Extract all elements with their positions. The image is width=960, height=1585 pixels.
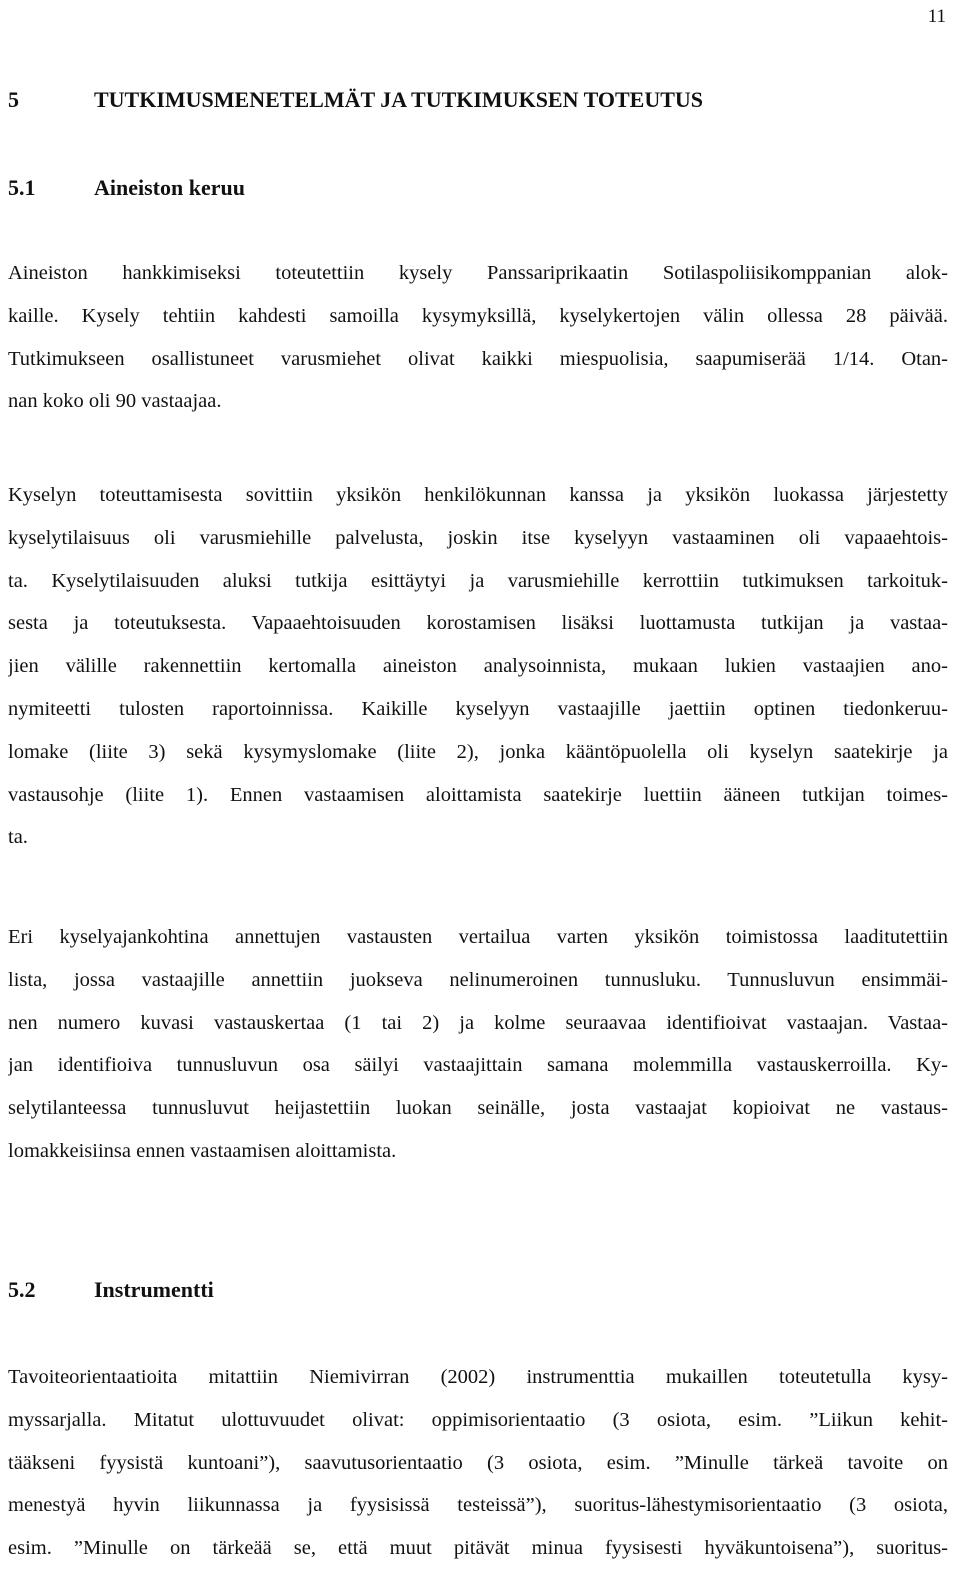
text-line: esim. ”Minulle on tärkeää se, että muut pitävät minua fyysisesti hyväkuntoisena”), suoritus-	[8, 1537, 948, 1560]
text-line: ta.	[8, 826, 28, 849]
text-line: nan koko oli 90 vastaajaa.	[8, 390, 222, 413]
section-title: Aineiston keruu	[94, 175, 245, 200]
text-line: Eri kyselyajankohtina annettujen vastausten vertailua varten yksikön toimistossa laaditutettiin	[8, 926, 948, 948]
text-line: nen numero kuvasi vastauskertaa (1 tai 2) ja kolme seuraavaa identifioivat vastaajan. Vastaa-	[8, 1011, 948, 1034]
chapter-heading	[8, 87, 703, 113]
text-line: lomakkeisiinsa ennen vastaamisen aloittamista.	[8, 1139, 397, 1162]
chapter-number: 5	[8, 87, 19, 112]
text-line: sesta ja toteutuksesta. Vapaaehtoisuuden korostamisen lisäksi luottamusta tutkijan ja vastaa-	[8, 612, 948, 635]
page-number: 11	[927, 6, 946, 27]
section-number: 5.1	[8, 175, 36, 200]
section-heading-5-1	[8, 175, 245, 201]
text-line: vastausohje (liite 1). Ennen vastaamisen aloittamista saatekirje luettiin ääneen tutkijan toimes-	[8, 783, 948, 806]
text-line: ta. Kyselytilaisuuden aluksi tutkija esittäytyi ja varusmiehille kerrottiin tutkimuksen tarkoituk-	[8, 569, 948, 592]
paragraph-1	[8, 252, 948, 423]
chapter-title: TUTKIMUSMENETELMÄT JA TUTKIMUKSEN TOTEUTUS	[94, 87, 704, 112]
text-line: selytilanteessa tunnusluvut heijastettiin luokan seinälle, josta vastaajat kopioivat ne vastaus-	[8, 1097, 948, 1120]
text-line: myssarjalla. Mitatut ulottuvuudet olivat: oppimisorientaatio (3 osiota, esim. ”Liikun kehit-	[8, 1408, 948, 1431]
text-line: kyselytilaisuus oli varusmiehille palvelusta, joskin itse kyselyyn vastaaminen oli vapaaehtois-	[8, 526, 948, 549]
text-line: Tavoiteorientaatioita mitattiin Niemivirran (2002) instrumenttia mukaillen toteutetulla kysy-	[8, 1366, 948, 1388]
text-line: Tutkimukseen osallistuneet varusmiehet olivat kaikki miespuolisia, saapumiserää 1/14. Otan-	[8, 347, 948, 370]
paragraph-3	[8, 916, 948, 1173]
text-line: jien välille rakennettiin kertomalla aineiston analysoinnista, mukaan lukien vastaajien ano-	[8, 655, 948, 678]
text-line: tääkseni fyysistä kuntoani”), saavutusorientaatio (3 osiota, esim. ”Minulle tärkeä tavoite on	[8, 1451, 948, 1474]
text-line: lista, jossa vastaajille annettiin juokseva nelinumeroinen tunnusluku. Tunnusluvun ensimmäi-	[8, 968, 948, 991]
text-line: nymiteetti tulosten raportoinnissa. Kaikille kyselyyn vastaajille jaettiin optinen tiedonkeruu-	[8, 697, 948, 720]
text-line: kaille. Kysely tehtiin kahdesti samoilla kysymyksillä, kyselykertojen välin ollessa 28 päivää.	[8, 304, 948, 327]
section-number: 5.2	[8, 1277, 36, 1302]
text-line: lomake (liite 3) sekä kysymyslomake (liite 2), jonka kääntöpuolella oli kyselyn saatekirje ja	[8, 740, 948, 763]
text-line: Aineiston hankkimiseksi toteutettiin kysely Panssariprikaatin Sotilaspoliisikomppanian alok-	[8, 262, 948, 284]
text-line: Kyselyn toteuttamisesta sovittiin yksikön henkilökunnan kanssa ja yksikön luokassa järjestetty	[8, 484, 948, 506]
paragraph-2	[8, 474, 948, 859]
text-line: jan identifioiva tunnusluvun osa säilyi vastaajittain samana molemmilla vastauskerroilla. Ky-	[8, 1054, 948, 1077]
text-line: menestyä hyvin liikunnassa ja fyysisissä testeissä”), suoritus-lähestymisorientaatio (3 osiota,	[8, 1494, 948, 1517]
paragraph-4	[8, 1356, 948, 1570]
section-title: Instrumentti	[94, 1277, 214, 1302]
section-heading-5-2	[8, 1277, 214, 1303]
